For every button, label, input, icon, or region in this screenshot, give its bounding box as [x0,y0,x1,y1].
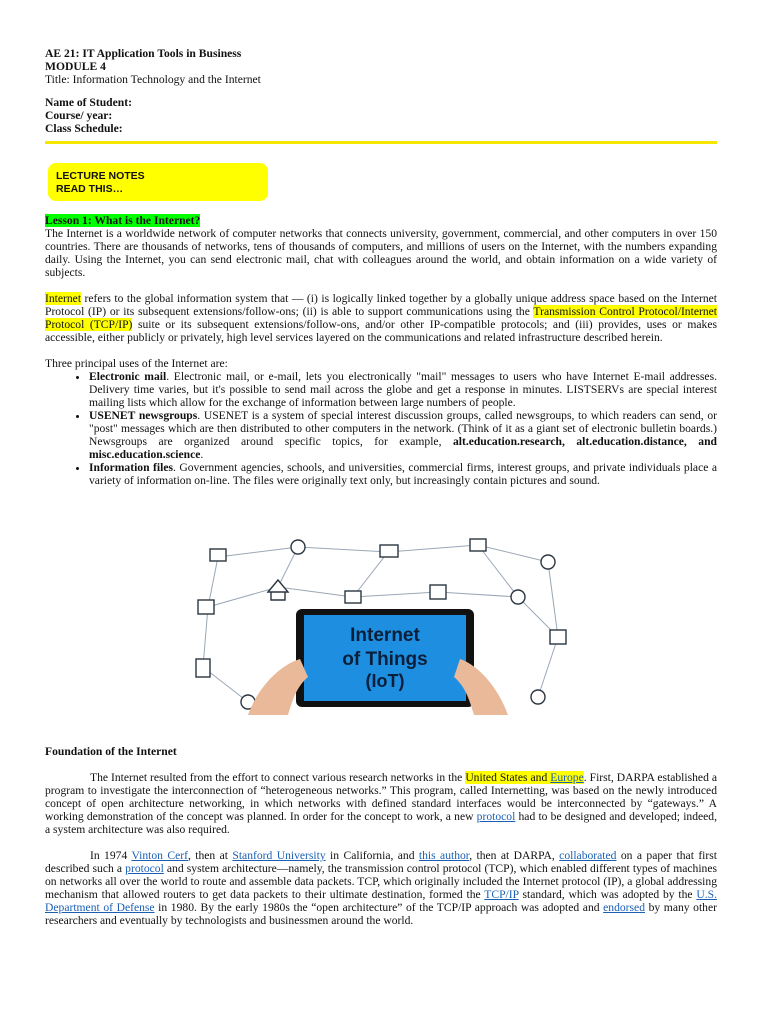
lecture-notes-callout [48,163,268,201]
europe-link[interactable]: Europe [550,771,584,784]
vinton-cerf-link[interactable]: Vinton Cerf [131,849,188,862]
phone-icon [198,600,214,614]
uses-list [45,370,717,487]
protocol-link-2[interactable]: protocol [125,862,164,875]
lesson-paragraph-2: Internet refers to the global information system that — (i) is logically linked together by a globally unique address space based on the Internet Protocol (IP) or its subsequent extensions/follow-ons; (ii) is able to support communications using the Transmission Control Protocol/Internet Protocol (TCP/IP) suite or its subsequent extensions/follow-ons, and/or other IP-compatible protocols; and (iii) provides, uses or makes accessible, either publicly or privately, high level services layered on the communications and related infrastructure described herein. [45,292,717,344]
list-item: • Information files. Government agencies, schools, and universities, commercial firms, interest groups, and private individuals place a variety of information on-line. The files were originally text only, but increasingly contain pictures and sound. [89,461,717,487]
this-author-link[interactable]: this author [418,849,470,862]
iot-title-line2: of Things [342,649,428,670]
list-item: • Electronic mail. Electronic mail, or e-mail, lets you electronically "mail" messages to users who have Internet E-mail addresses. Delivery time varies, but it's possible to send mail across the globe and get a response in minutes. LISTSERVs are special interest mailing lists which allow for the exchange of information between large numbers of people. [89,370,717,409]
stanford-link[interactable]: Stanford University [232,849,326,862]
foundation-paragraph-1: The Internet resulted from the effort to connect various research networks in the United States and Europe. First, DARPA established a program to investigate the interconnection of “heterogeneous networks.” This program, called Internetting, was based on the newly introduced concept of open architecture networking, in which networks with defined standard interfaces would be interconnected by “gateways.” A working demonstration of the concept was planned. In order for the concept to work, a new protocol had to be designed and developed; indeed, a system architecture was also required. [45,771,718,836]
lecture-notes-line2: READ THIS… [56,183,124,195]
document-header [45,47,723,135]
dod-link[interactable]: U.S. Department of Defense [45,888,717,914]
gear-icon [531,690,545,704]
left-hand [248,659,308,715]
protocol-link[interactable]: protocol [476,810,516,823]
module-title: Title: Information Technology and the Internet [45,73,261,86]
iot-network-svg [188,537,570,715]
cloud-icon [550,630,566,644]
sensor-icon [511,590,525,604]
collaborated-link[interactable]: collaborated [559,849,617,862]
united-states-term: United States and [465,771,551,784]
yellow-divider [45,141,717,144]
student-name-label: Name of Student: [45,96,132,109]
lesson-heading: Lesson 1: What is the Internet? [45,214,201,227]
bulb-icon [541,555,555,569]
appliance-icon [196,659,210,677]
document-page [45,47,723,927]
course-title: AE 21: IT Application Tools in Business [45,47,242,60]
factory-icon [380,545,398,557]
camera-icon [291,540,305,554]
uses-intro: Three principal uses of the Internet are: [45,357,228,370]
iot-illustration [188,537,570,715]
course-year-label: Course/ year: [45,109,113,122]
home-icon [268,580,288,600]
foundation-heading: Foundation of the Internet [45,745,177,758]
class-schedule-label: Class Schedule: [45,122,123,135]
tcpip-term: Transmission Control Protocol/Internet Protocol (TCP/IP) [45,305,717,331]
iot-title-line3: (IoT) [365,671,405,691]
iot-title-line1: Internet [350,625,420,646]
foundation-paragraph-2: In 1974 Vinton Cerf, then at Stanford University in California, and this author, then at DARPA, collaborated on a paper that first described such a protocol and system architecture—namely, the transmission control protocol (TCP), which enabled different types of machines on networks all over the world to route and assemble data packets. TCP, which originally included the Internet protocol (IP), a global addressing mechanism that allowed routers to get data packets to their ultimate destination, formed the TCP/IP standard, which was adopted by the U.S. Department of Defense in 1980. By the early 1980s the “open architecture” of the TCP/IP approach was adopted and endorsed by many other researchers and eventually by technologists and businessmen around the world. [45,849,718,927]
device-icon [210,549,226,561]
car-icon [470,539,486,551]
module-label: MODULE 4 [45,60,106,73]
endorsed-link[interactable]: endorsed [603,901,645,914]
plus-icon [430,585,446,599]
internet-term: Internet [45,292,82,305]
tcpip-link[interactable]: TCP/IP [484,888,519,901]
lecture-notes-line1: LECTURE NOTES [56,170,145,182]
lesson-paragraph-1: The Internet is a worldwide network of computer networks that connects university, government, commercial, and other computers in over 150 countries. There are thousands of networks, tens of thousands of computers, and millions of users on the Internet, with the numbers expanding daily. Using the Internet, you can send electronic mail, chat with colleagues around the world, and obtain information on a wide variety of subjects. [45,227,717,279]
wifi-icon [345,591,361,603]
list-item: • USENET newsgroups. USENET is a system of special interest discussion groups, called newsgroups, to which readers can send, or "post" messages which are then distributed to other computers in the network. (Think of it as a giant set of electronic bulletin boards.) Newsgroups are organized around specific topics, for example, alt.education.research, alt.education.distance, and misc.education.science. [89,409,717,461]
foundation-section [45,745,717,927]
document-body [45,214,717,487]
